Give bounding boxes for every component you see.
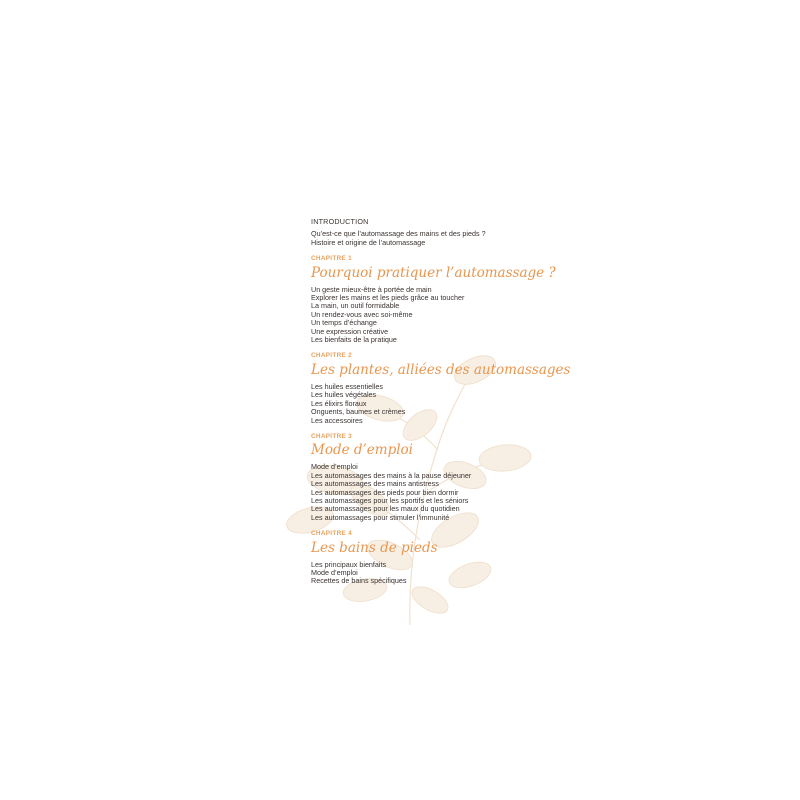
toc-entry: Un geste mieux-être à portée de main xyxy=(311,284,432,294)
toc-entry: Les élixirs floraux xyxy=(311,398,367,408)
toc-entry: Histoire et origine de l’automassage xyxy=(311,237,426,247)
toc-entry: Les automassages des mains à la pause déjeuner xyxy=(311,470,472,480)
toc-entry: La main, un outil formidable xyxy=(311,301,400,311)
chapter-label: CHAPITRE 4 xyxy=(311,530,352,538)
introduction-heading: INTRODUCTION xyxy=(311,217,369,226)
toc-entry: Les automassages des mains antistress xyxy=(311,479,439,489)
chapter-title: Les plantes, alliées des automassages xyxy=(311,361,571,378)
toc-entry: Un temps d’échange xyxy=(311,318,377,328)
chapter-2-section xyxy=(311,352,571,424)
chapter-1-section xyxy=(311,255,571,344)
toc-entry: Les principaux bienfaits xyxy=(311,559,387,569)
table-of-contents xyxy=(311,218,571,586)
toc-entry: Les automassages pour les maux du quotidien xyxy=(311,504,460,514)
toc-entry: Explorer les mains et les pieds grâce au toucher xyxy=(311,293,465,303)
toc-entry: Mode d’emploi xyxy=(311,567,358,577)
chapter-title: Pourquoi pratiquer l’automassage ? xyxy=(311,264,556,281)
chapter-label: CHAPITRE 2 xyxy=(311,352,352,360)
toc-entry: Un rendez-vous avec soi-même xyxy=(311,309,413,319)
chapter-label: CHAPITRE 1 xyxy=(311,255,352,263)
toc-entry: Les huiles végétales xyxy=(311,390,377,400)
toc-entry: Les accessoires xyxy=(311,415,363,425)
toc-entry: Onguents, baumes et crèmes xyxy=(311,407,406,417)
chapter-label: CHAPITRE 3 xyxy=(311,432,352,440)
toc-entry: Les automassages pour stimuler l’immunité xyxy=(311,512,450,522)
toc-entry: Qu’est-ce que l’automassage des mains et des pieds ? xyxy=(311,229,486,239)
introduction-section xyxy=(311,218,571,247)
toc-entry: Les bienfaits de la pratique xyxy=(311,335,397,345)
toc-entry: Les automassages pour les sportifs et les séniors xyxy=(311,495,469,505)
chapter-4-section xyxy=(311,530,571,586)
chapter-title: Les bains de pieds xyxy=(311,539,438,556)
chapter-3-section xyxy=(311,433,571,522)
toc-entry: Les automassages des pieds pour bien dormir xyxy=(311,487,459,497)
toc-entry: Les huiles essentielles xyxy=(311,381,383,391)
toc-entry: Mode d’emploi xyxy=(311,462,358,472)
toc-entry: Recettes de bains spécifiques xyxy=(311,576,407,586)
toc-entry: Une expression créative xyxy=(311,326,389,336)
chapter-title: Mode d’emploi xyxy=(311,442,414,459)
